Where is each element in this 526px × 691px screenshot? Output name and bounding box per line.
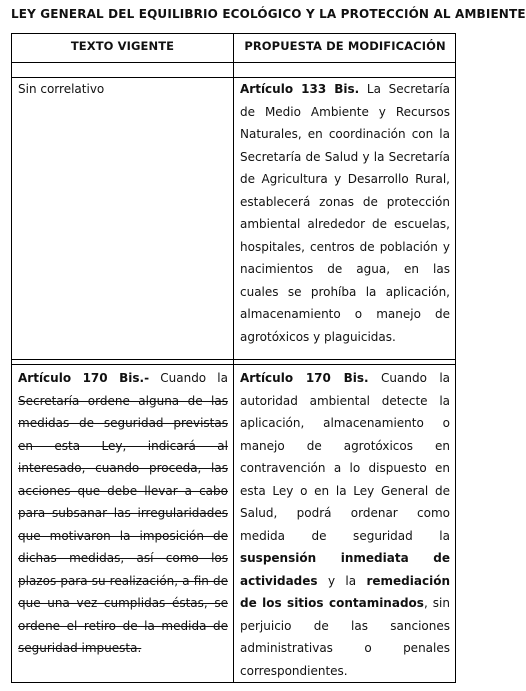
article-170-bis-body-part3: , sin perjuicio de las sanciones administrativas o penales correspondientes. (240, 596, 450, 678)
row2-left-cell (18, 367, 228, 660)
header-propuesta: PROPUESTA DE MODIFICACIÓN (244, 39, 446, 53)
row-divider-bottom (12, 364, 455, 365)
header-texto-vigente: TEXTO VIGENTE (70, 39, 175, 53)
row1-right-cell (240, 78, 450, 348)
header-divider (12, 62, 455, 63)
sin-correlativo-text: Sin correlativo (18, 82, 105, 96)
row1-left-cell (18, 78, 226, 101)
suspension-emphasis: suspensión inmediata de actividades (240, 551, 450, 588)
article-170-bis-body-part1: Cuando la autoridad ambiental detecte la aplicación, almacenamiento o manejo de agrotóxicos en contravención a lo dispuesto en esta Ley o en la Ley General de Salud, podrá ordenar como medida de seguridad la (240, 371, 451, 543)
article-133-bis-label: Artículo 133 Bis. (240, 82, 360, 96)
article-170-bis-body-part2: y la (327, 573, 357, 588)
row-divider-top (12, 359, 455, 360)
column-divider (233, 34, 234, 682)
article-133-bis-body: La Secretaría de Medio Ambiente y Recursos Naturales, en coordinación con la Secretaría de Salud y la Secretaría de Agricultura y Desarrollo Rural, establecerá zonas de protección ambiental alrededor de escuelas, hospitales, centros de población y nacimientos de agua, en las cuales se prohíba la aplicación, almacenamiento o manejo de agrotóxicos y plaguicidas. (240, 82, 450, 344)
article-170-bis-current-label: Artículo 170 Bis.- (18, 371, 150, 385)
row2-right-cell (240, 367, 450, 682)
remediacion-emphasis: remediación de los sitios contaminados (240, 573, 450, 610)
article-170-bis-struck-text: Secretaría ordene alguna de las medidas de seguridad previstas en esta Ley, indicará al interesado, cuando proceda, las acciones que debe llevar a cabo para subsanar las irregularidades que motivaron la imposición de dichas medidas, así como los plazos para su realización, a fin de que una vez cumplidas éstas, se ordene el retiro de la medida de seguridad impuesta. (18, 393, 228, 655)
document-title: LEY GENERAL DEL EQUILIBRIO ECOLÓGICO Y LA PROTECCIÓN AL AMBIENTE (11, 7, 526, 21)
comparison-table (11, 33, 456, 683)
article-170-bis-proposed-label: Artículo 170 Bis. (240, 371, 369, 385)
article-170-bis-current-lead: Cuando la (160, 371, 228, 385)
